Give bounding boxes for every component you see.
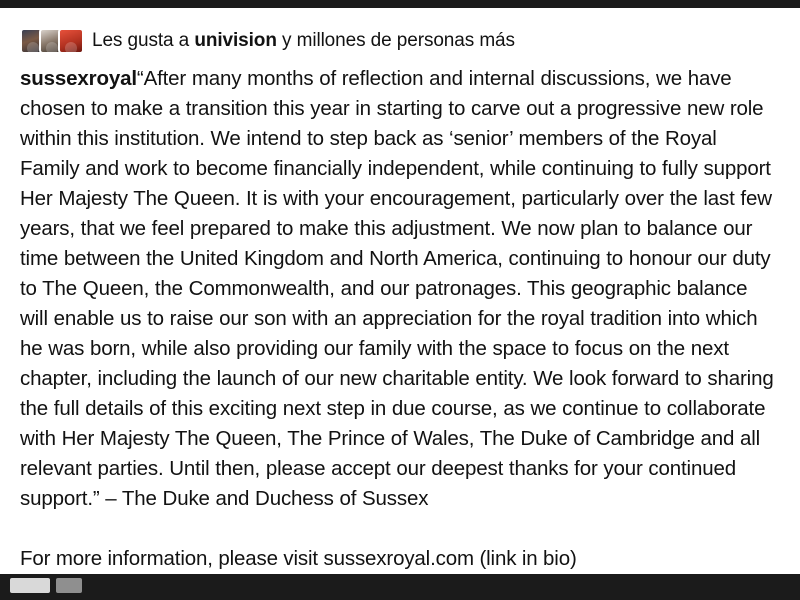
caption-extra-text: For more information, please visit sussexroyal.com (link in bio) [20,547,577,570]
avatar-face-icon [65,42,77,54]
caption-username-link[interactable]: sussexroyal [20,67,137,90]
post-caption [20,64,780,514]
avatar-face-icon [27,42,39,54]
liker-username-link[interactable]: univision [194,30,277,51]
liker-avatars [20,28,84,54]
avatar[interactable] [58,28,84,54]
avatar-face-icon [46,42,58,54]
caption-body-text: “After many months of reflection and internal discussions, we have chosen to make a transition this year in starting to carve out a progressive new role within this institution. We intend to step back as ‘senior’ members of the Royal Family and work to become financially independent, while continuing to fully support Her Majesty The Queen. It is with your encouragement, particularly over the last few years, that we feel prepared to make this adjustment. We now plan to balance our time between the United Kingdom and North America, continuing to honour our duty to The Queen, the Commonwealth, and our patronages. This geographic balance will enable us to raise our son with an appreciation for the royal tradition into which he was born, while also providing our family with the space to focus on the next chapter, including the launch of our new charitable entity. We look forward to sharing the full details of this exciting next step in due course, as we continue to collaborate with Her Majesty The Queen, The Prince of Wales, The Duke of Cambridge and all relevant parties. Until then, please accept our deepest thanks for your continued support.” – The Duke and Duchess of Sussex [20,67,774,510]
instagram-post-card [0,8,800,574]
strip-placeholder-1 [10,578,50,593]
likes-prefix: Les gusta a [92,30,190,51]
likes-suffix[interactable]: y millones de personas más [282,30,515,51]
likes-row [20,28,780,54]
likes-text [92,29,515,53]
bottom-strip [0,574,800,600]
strip-placeholder-2 [56,578,82,593]
